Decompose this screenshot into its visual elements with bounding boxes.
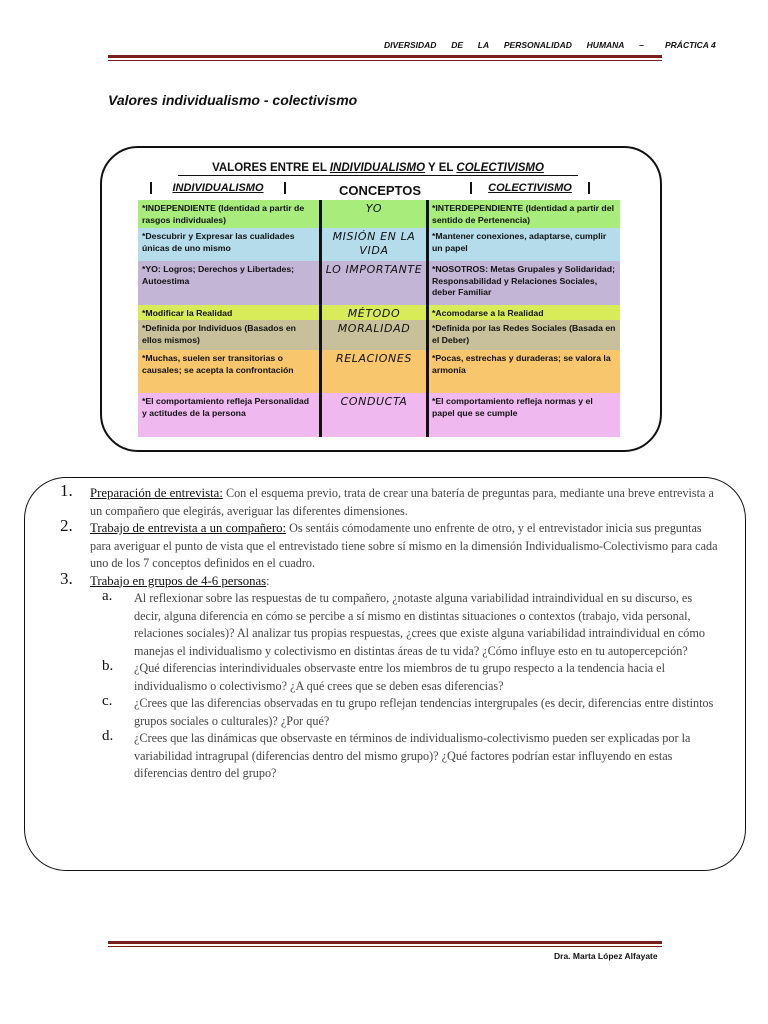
- column-header-conceptos: CONCEPTOS: [338, 183, 422, 198]
- header-word: DE: [451, 40, 464, 50]
- header-word: –: [639, 40, 644, 50]
- subquestion-letter: d.: [102, 728, 114, 744]
- cell-concepto: LO IMPORTANTE: [320, 261, 428, 305]
- subquestion-text: ¿Crees que las diferencias observadas en tu grupo reflejan tendencias intergrupales (es decir, diferencias entre distintos grupos sociales o culturales)? ¿Por qué?: [134, 696, 714, 728]
- question-text: Con el esquema previo, trata de crear una batería de preguntas para, mediante una breve entrevista a un compañero que elegirás, averiguar las diferentes dimensiones.: [90, 486, 714, 518]
- cell-colectivismo: *Pocas, estrechas y duraderas; se valora la armonía: [428, 350, 620, 393]
- question-text: :: [266, 573, 270, 588]
- subquestion-text: Al reflexionar sobre las respuestas de tu compañero, ¿notaste alguna variabilidad intraindividual en su discurso, es decir, alguna diferencia en cómo se percibe a sí mismo en distintas situaciones o contextos (trabajo, vida personal, relaciones sociales)? Al analizar tus propias respuestas, ¿crees que existe alguna variabilidad intraindividual en cómo manejas el individualismo y colectivismo en distintas áreas de tu vida? ¿Cómo influye esto en tu autopercepción?: [134, 591, 705, 658]
- question-text: Os sentáis cómodamente uno enfrente de otro, y el entrevistador inicia sus preguntas para averiguar el punto de vista que el entrevistado tiene sobre sí mismo en la dimensión Individualismo-Colectivismo para cada uno de los 7 conceptos definidos en el cuadro.: [90, 521, 718, 570]
- diagram-row-yo: [138, 200, 620, 228]
- cell-individualismo: *Modificar la Realidad: [138, 305, 320, 320]
- cell-colectivismo: *Definida por las Redes Sociales (Basada en el Deber): [428, 320, 620, 350]
- cell-concepto: YO: [320, 200, 428, 228]
- diagram-title: [178, 162, 578, 174]
- footer-rule-thick: [108, 941, 662, 944]
- question-item-2: [60, 516, 722, 573]
- cell-individualismo: *INDEPENDIENTE (Identidad a partir de rasgos individuales): [138, 200, 320, 228]
- subquestion-text: ¿Crees que las dinámicas que observaste en términos de individualismo-colectivismo pueden ser explicadas por la variabilidad intragrupal (diferencias dentro del mismo grupo)? ¿Qué factores podrían estar influyendo en estas diferencias dentro del grupo?: [134, 731, 691, 780]
- diagram-row-metodo: [138, 305, 620, 320]
- cell-individualismo: *Definida por Individuos (Basados en ellos mismos): [138, 320, 320, 350]
- cell-colectivismo: *Mantener conexiones, adaptarse, cumplir un papel: [428, 228, 620, 261]
- column-header-colectivismo: COLECTIVISMO: [470, 182, 590, 194]
- cell-concepto: MÉTODO: [320, 305, 428, 320]
- diagram-title-prefix: VALORES ENTRE EL: [212, 162, 330, 174]
- cell-concepto: MORALIDAD: [320, 320, 428, 350]
- question-item-3: [60, 568, 722, 591]
- cell-colectivismo: *INTERDEPENDIENTE (Identidad a partir del sentido de Pertenencia): [428, 200, 620, 228]
- document-title: Valores individualismo - colectivismo: [108, 92, 358, 108]
- subquestion-letter: a.: [102, 588, 113, 604]
- subquestion-text: ¿Qué diferencias interindividuales observaste entre los miembros de tu grupo respecto a la tendencia hacia el individualismo o colectivismo? ¿A qué crees que se deben esas diferencias?: [134, 661, 665, 693]
- diagram-title-mid: Y EL: [425, 162, 457, 174]
- cell-concepto: CONDUCTA: [320, 393, 428, 437]
- question-lead: Trabajo en grupos de 4-6 personas: [90, 573, 267, 588]
- cell-colectivismo: *NOSOTROS: Metas Grupales y Solidaridad; Responsabilidad y Relaciones Sociales, deber Familiar: [428, 261, 620, 305]
- diagram-title-colectivismo: COLECTIVISMO: [456, 162, 544, 174]
- cell-individualismo: *YO: Logros; Derechos y Libertades; Autoestima: [138, 261, 320, 305]
- column-divider-right: [426, 200, 429, 437]
- header-rule-thick: [108, 55, 662, 58]
- diagram-row-mision: [138, 228, 620, 261]
- question-lead: Trabajo de entrevista a un compañero:: [90, 521, 287, 535]
- diagram-row-conducta: [138, 393, 620, 437]
- column-divider-left: [319, 200, 322, 437]
- values-diagram: [138, 160, 620, 437]
- header-word: LA: [477, 40, 490, 50]
- subquestion-d: [60, 730, 722, 783]
- questions-list: [60, 481, 722, 783]
- cell-individualismo: *El comportamiento refleja Personalidad y actitudes de la persona: [138, 393, 320, 437]
- diagram-row-importante: [138, 261, 620, 305]
- subquestion-b: [60, 660, 722, 695]
- header-rule-thin: [108, 60, 662, 61]
- cell-concepto: RELACIONES: [320, 350, 428, 393]
- cell-colectivismo: *Acomodarse a la Realidad: [428, 305, 620, 320]
- footer-rule-thin: [108, 946, 662, 947]
- question-number: 3.: [60, 568, 73, 588]
- diagram-row-relaciones: [138, 350, 620, 393]
- cell-concepto: MISIÓN EN LA VIDA: [320, 228, 428, 261]
- subquestion-a: [60, 590, 722, 660]
- footer-author: Dra. Marta López Alfayate: [554, 951, 658, 961]
- subquestion-c: [60, 695, 722, 730]
- subquestion-letter: c.: [102, 693, 113, 709]
- header-word: HUMANA: [586, 40, 625, 50]
- cell-individualismo: *Muchas, suelen ser transitorias o causales; se acepta la confrontación: [138, 350, 320, 393]
- question-item-1: [60, 481, 722, 520]
- header-practica: PRÁCTICA 4: [665, 40, 716, 50]
- subquestion-letter: b.: [102, 658, 114, 674]
- diagram-row-moralidad: [138, 320, 620, 350]
- column-header-individualismo: INDIVIDUALISMO: [150, 182, 286, 194]
- header-course-title: [384, 40, 644, 50]
- cell-colectivismo: *El comportamiento refleja normas y el papel que se cumple: [428, 393, 620, 437]
- header-word: PERSONALIDAD: [503, 40, 572, 50]
- question-lead: Preparación de entrevista:: [90, 486, 223, 500]
- header-word: DIVERSIDAD: [384, 40, 437, 50]
- diagram-title-rule: [178, 175, 578, 176]
- cell-individualismo: *Descubrir y Expresar las cualidades únicas de uno mismo: [138, 228, 320, 261]
- diagram-title-individualismo: INDIVIDUALISMO: [329, 162, 426, 174]
- question-number: 1.: [60, 481, 73, 500]
- question-number: 2.: [60, 516, 73, 535]
